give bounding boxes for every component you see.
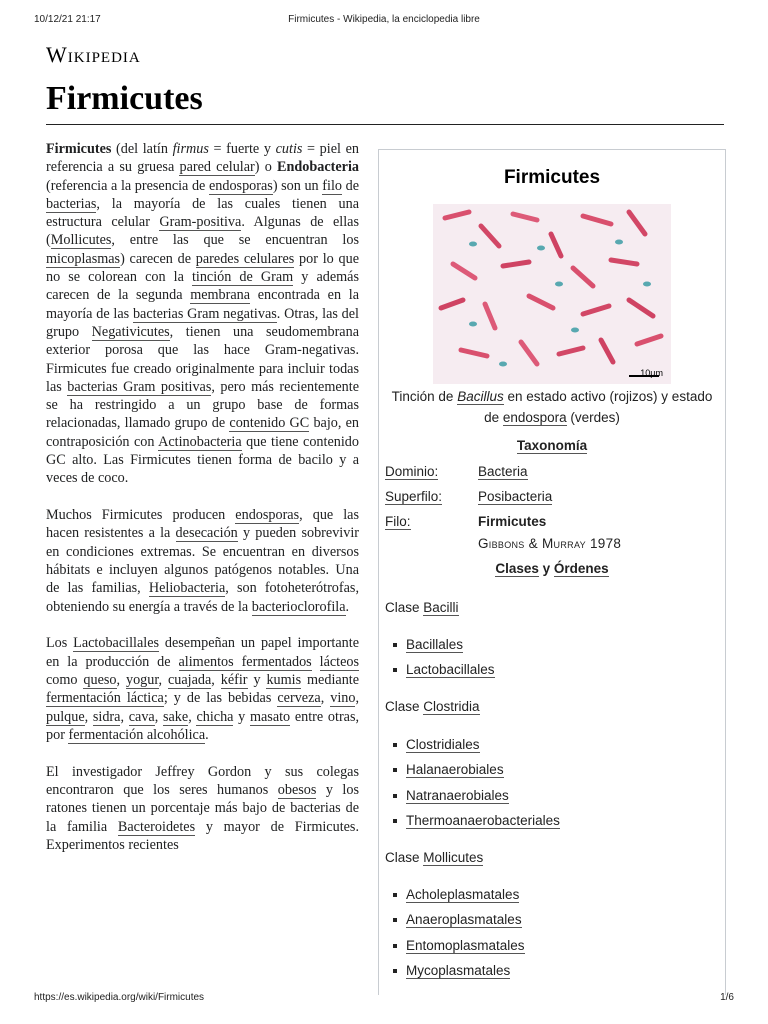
label-superfilo[interactable]: Superfilo:: [385, 489, 443, 504]
link-masato[interactable]: masato: [249, 708, 291, 725]
link-sake[interactable]: sake: [162, 708, 189, 725]
print-url: https://es.wikipedia.org/wiki/Firmicutes: [34, 992, 205, 1003]
order-item: [393, 788, 509, 803]
class-clostridia: Clase Clostridia: [385, 699, 480, 714]
class-bacilli: Clase Bacilli: [385, 600, 459, 615]
link-membrana[interactable]: membrana: [190, 287, 251, 304]
link-endosporas[interactable]: endosporas: [208, 177, 273, 194]
link-fermentacion-lactica[interactable]: fermentación láctica: [46, 690, 164, 707]
taxobox: [378, 149, 726, 995]
term-firmus: firmus: [172, 141, 209, 157]
page-title: Firmicutes: [46, 80, 203, 117]
link-alimentos-fermentados[interactable]: alimentos fermentados: [178, 653, 312, 670]
link-gram-positiva[interactable]: Gram-positiva: [159, 214, 242, 231]
link-queso[interactable]: queso: [83, 672, 117, 689]
link-bacterias[interactable]: bacterias: [46, 195, 97, 212]
order-item: [393, 762, 504, 777]
link-contenido-gc[interactable]: contenido GC: [229, 415, 310, 432]
link-bacillales[interactable]: Bacillales: [406, 637, 464, 652]
link-clostridia[interactable]: Clostridia: [423, 699, 480, 714]
link-thermoanaerobacteriales[interactable]: Thermoanaerobacteriales: [406, 813, 560, 828]
term-firmicutes: Firmicutes: [46, 141, 112, 157]
link-tincion-de-gram[interactable]: tinción de Gram: [191, 269, 294, 286]
value-filo: Firmicutes: [478, 514, 547, 529]
class-mollicutes: Clase Mollicutes: [385, 850, 484, 865]
link-ordenes[interactable]: Órdenes: [553, 561, 609, 576]
print-date: 10/12/21 21:17: [34, 14, 101, 25]
bullet-icon: [393, 643, 397, 647]
order-item: [393, 963, 510, 978]
article-body: [46, 140, 359, 873]
link-anaeroplasmatales[interactable]: Anaeroplasmatales: [406, 912, 522, 927]
link-natranaerobiales[interactable]: Natranaerobiales: [406, 788, 509, 803]
title-divider: [46, 124, 724, 125]
link-lacteos[interactable]: lácteos: [319, 653, 360, 670]
link-yogur[interactable]: yogur: [125, 672, 159, 689]
term-endobacteria: Endobacteria: [277, 159, 359, 176]
order-item: [393, 813, 560, 828]
link-clases[interactable]: Clases: [495, 561, 539, 576]
link-mycoplasmatales[interactable]: Mycoplasmatales: [406, 963, 511, 978]
bullet-icon: [393, 743, 397, 747]
link-micoplasmas[interactable]: micoplasmas: [46, 250, 121, 267]
link-halanaerobiales[interactable]: Halanaerobiales: [406, 762, 504, 777]
order-item: [393, 938, 525, 953]
link-bacterias-gram-negativas[interactable]: bacterias Gram negativas: [132, 305, 277, 322]
term-cutis: cutis: [275, 141, 303, 157]
bullet-icon: [393, 918, 397, 922]
print-title: Firmicutes - Wikipedia, la enciclopedia libre: [288, 14, 480, 25]
link-posibacteria[interactable]: Posibacteria: [478, 489, 553, 504]
wikipedia-wordmark[interactable]: Wikipedia: [46, 42, 141, 67]
link-actinobacteria[interactable]: Actinobacteria: [158, 433, 242, 450]
link-pulque[interactable]: pulque: [46, 708, 85, 725]
link-lactobacillales[interactable]: Lactobacillales: [73, 635, 160, 652]
bullet-icon: [393, 768, 397, 772]
link-mollicutes-class[interactable]: Mollicutes: [423, 850, 484, 865]
link-fermentacion-alcoholica[interactable]: fermentación alcohólica: [68, 726, 206, 743]
bullet-icon: [393, 668, 397, 672]
link-paredes-celulares[interactable]: paredes celulares: [195, 250, 295, 267]
micrograph-drawing: [433, 204, 671, 384]
order-item: [393, 637, 463, 652]
paragraph-lactobacillales: Los Lactobacillales desempeñan un papel importante en la producción de alimentos fermentados lácteos como queso, yogur, cuajada, kéfir y kumis mediante fermentación láctica; y de las bebidas cerveza, vino, pulque, sidra, cava, sake, chicha y masato entre otras, por fermentación alcohólica.: [46, 635, 360, 743]
link-mollicutes[interactable]: Mollicutes: [50, 232, 112, 249]
link-clostridiales[interactable]: Clostridiales: [406, 737, 480, 752]
bullet-icon: [393, 794, 397, 798]
link-cuajada[interactable]: cuajada: [167, 672, 212, 689]
scale-bar-label: 10μm: [640, 368, 663, 378]
bullet-icon: [393, 969, 397, 973]
image-caption: Tinción de Bacillus en estado activo (rojizos) y estado de endospora (verdes): [391, 389, 713, 425]
link-lactobacillales-order[interactable]: Lactobacillales: [406, 662, 495, 677]
link-chicha[interactable]: chicha: [196, 708, 234, 725]
link-sidra[interactable]: sidra: [92, 708, 121, 725]
link-bacterioclorofila[interactable]: bacterioclorofila: [251, 598, 346, 615]
link-acholeplasmatales[interactable]: Acholeplasmatales: [406, 887, 520, 902]
order-item: [393, 662, 495, 677]
paragraph-gordon: El investigador Jeffrey Gordon y sus colegas encontraron que los seres humanos obesos y los ratones tienen un porcentaje más bajo de bacterias de la familia Bacteroidetes y mayor de Firmicutes. Experimentos recientes: [46, 763, 359, 853]
link-obesos[interactable]: obesos: [277, 782, 317, 798]
link-bacillus[interactable]: Bacillus: [457, 389, 504, 404]
page-number: 1/6: [720, 992, 734, 1003]
bacillus-micrograph[interactable]: [433, 204, 671, 384]
order-item: [393, 737, 480, 752]
paragraph-endosporas: Muchos Firmicutes producen endosporas, que las hacen resistentes a la desecación y pueden sobrevivir en condiciones extremas. Se encuentran en diversos hábitats e incluyen algunos patógenos notables. Una de las familias, Heliobacteria, son fotoheterótrofas, obteniendo su energía a través de la bacterioclorofila.: [46, 507, 360, 615]
paragraph-intro: Firmicutes (del latín firmus = fuerte y cutis = piel en referencia a su gruesa pared celular) o Endobacteria (referencia a la presencia de endosporas) son un filo de bacterias, la mayoría de las cuales tienen una estructura celular Gram-positiva. Algunas de ellas (Mollicutes, entre las que se encuentran los micoplasmas) carecen de paredes celulares por lo que no se colorean con la tinción de Gram y además carecen de la segunda membrana encontrada en la mayoría de las bacterias Gram negativas. Otras, las del grupo Negativicutes, tienen una seudomembrana exterior porosa que las hace Gram-negativas. Firmicutes fue creado originalmente para incluir todas las bacterias Gram positivas, pero más recientemente se ha restringido a un grupo base de formas relacionadas, llamado grupo de contenido GC bajo, en contraposición con Actinobacteria que tiene contenido GC alto. Las Firmicutes tienen forma de bacilo y a veces de coco.: [46, 141, 360, 487]
bullet-icon: [393, 893, 397, 897]
link-bacteroidetes[interactable]: Bacteroidetes: [117, 818, 196, 835]
link-endospora[interactable]: endospora: [502, 410, 567, 425]
link-negativicutes[interactable]: Negativicutes: [91, 323, 170, 340]
taxonomy-header[interactable]: Taxonomía: [516, 438, 588, 453]
link-cerveza[interactable]: cerveza: [277, 690, 321, 707]
link-desecacion[interactable]: desecación: [175, 525, 238, 542]
link-bacterias-gram-positivas[interactable]: bacterias Gram positivas: [67, 378, 212, 395]
link-heliobacteria[interactable]: Heliobacteria: [148, 580, 226, 597]
link-pared-celular[interactable]: pared celular: [179, 159, 255, 176]
link-kumis[interactable]: kumis: [266, 672, 302, 689]
bullet-icon: [393, 819, 397, 823]
link-bacilli[interactable]: Bacilli: [423, 600, 459, 615]
link-entomoplasmatales[interactable]: Entomoplasmatales: [406, 938, 525, 953]
label-filo[interactable]: Filo:: [385, 514, 411, 529]
order-item: [393, 887, 519, 902]
order-item: [393, 912, 522, 927]
link-bacteria[interactable]: Bacteria: [478, 464, 528, 479]
link-endosporas-2[interactable]: endosporas: [235, 507, 300, 524]
link-kefir[interactable]: kéfir: [220, 672, 248, 689]
link-filo[interactable]: filo: [322, 177, 342, 194]
classes-header: Clases y Órdenes: [495, 561, 609, 576]
bullet-icon: [393, 944, 397, 948]
link-vino[interactable]: vino: [330, 690, 356, 707]
label-dominio[interactable]: Dominio:: [385, 464, 439, 479]
taxobox-title: Firmicutes: [503, 167, 601, 188]
link-cava[interactable]: cava: [128, 708, 155, 725]
taxon-authority: Gibbons & Murray 1978: [478, 536, 622, 551]
